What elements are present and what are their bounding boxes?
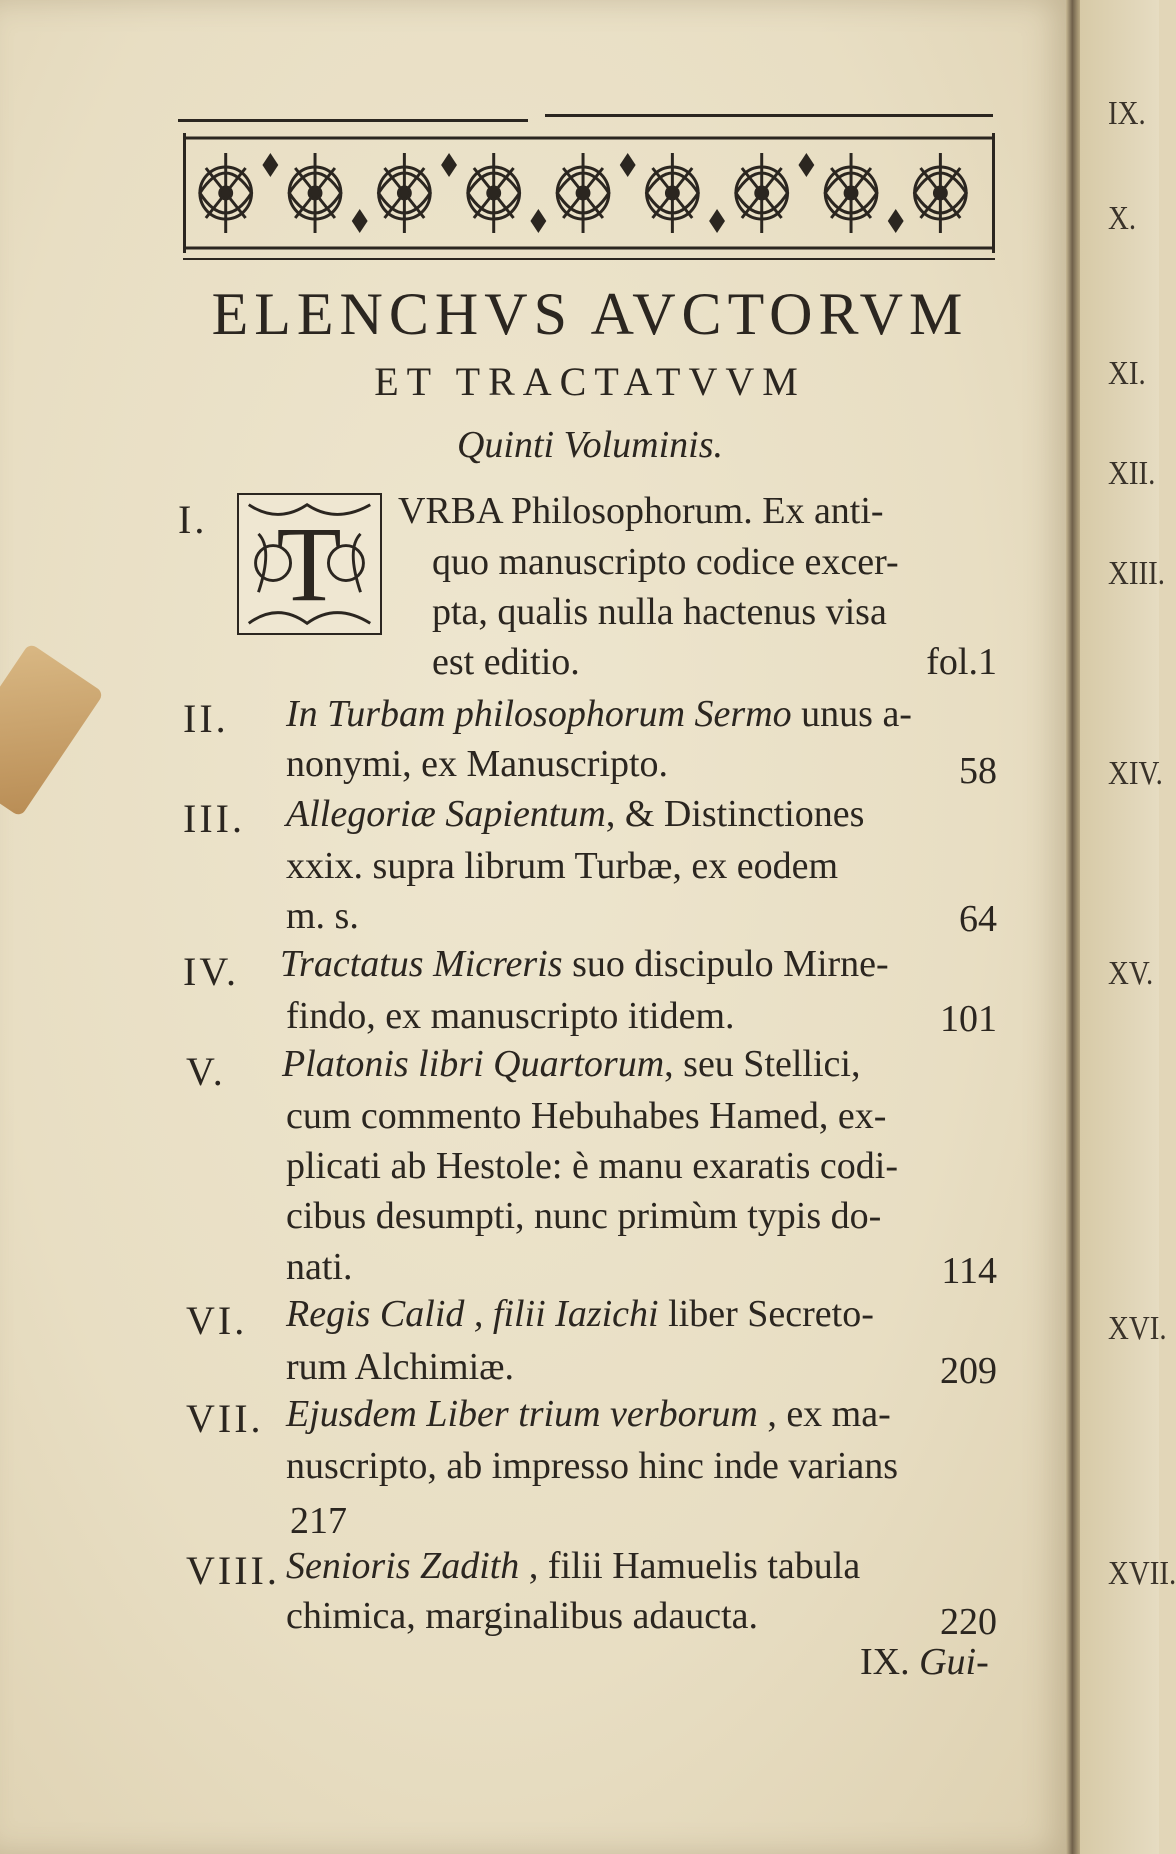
- facing-numeral: XVI.: [1108, 1310, 1167, 1347]
- facing-numeral: XI.: [1108, 355, 1146, 392]
- facing-numeral: XII.: [1108, 455, 1156, 492]
- entry-text-line: Tractatus Micreris suo discipulo Mirne-: [280, 943, 889, 985]
- entry-text-line: findo, ex manuscripto itidem.: [286, 995, 735, 1037]
- folio-number: fol.1: [926, 641, 997, 683]
- entry-text-line: plicati ab Hestole: è manu exaratis codi-: [286, 1145, 898, 1187]
- entry-text-line: rum Alchimiæ.: [286, 1346, 514, 1388]
- entry-text-line: est editio.: [432, 641, 580, 683]
- entry-text-line: quo manuscripto codice excer-: [432, 541, 899, 583]
- decorated-initial-icon: [237, 493, 382, 635]
- entry-text-line: xxix. supra librum Turbæ, ex eodem: [286, 845, 839, 887]
- bottom-rule: [183, 258, 995, 260]
- entry-text-line: Regis Calid , filii Iazichi liber Secreto-: [286, 1293, 874, 1335]
- entry-text-line: nuscripto, ab impresso hinc inde varians: [286, 1445, 899, 1487]
- entry-numeral: VIII.: [186, 1548, 280, 1593]
- entry-numeral: IV.: [183, 949, 240, 994]
- entry-text-line: Allegoriæ Sapientum, & Distinctiones: [286, 793, 865, 835]
- entry-text-line: cum commento Hebuhabes Hamed, ex-: [286, 1095, 887, 1137]
- entry-numeral: VII.: [186, 1396, 264, 1441]
- facing-numeral: IX.: [1108, 95, 1146, 132]
- svg-text:T: T: [276, 505, 342, 624]
- top-rule-left: [178, 119, 528, 122]
- entry-numeral: I.: [178, 497, 208, 542]
- entry-text-line: cibus desumpti, nunc primùm typis do-: [286, 1195, 882, 1237]
- entry-text-line: Ejusdem Liber trium verborum , ex ma-: [286, 1393, 891, 1435]
- entry-text-line: pta, qualis nulla hactenus visa: [432, 591, 887, 633]
- entry-text-line: Senioris Zadith , filii Hamuelis tabula: [286, 1545, 861, 1587]
- ornamental-headpiece: [183, 133, 995, 253]
- page-title: ELENCHVS AVCTORVM: [211, 281, 969, 347]
- folio-number: 64: [959, 898, 997, 940]
- entry-text-line: chimica, marginalibus adaucta.: [286, 1595, 759, 1637]
- facing-numeral: XV.: [1108, 955, 1154, 992]
- entry-numeral: V.: [186, 1049, 226, 1094]
- folio-number: 220: [940, 1601, 997, 1643]
- folio-number: 217: [290, 1500, 347, 1542]
- entry-text-line: Platonis libri Quartorum, seu Stellici,: [282, 1043, 861, 1085]
- entry-text-line: In Turbam philosophorum Sermo unus a-: [286, 693, 912, 735]
- top-rule-right: [545, 114, 993, 117]
- folio-number: 209: [940, 1350, 997, 1392]
- facing-numeral: XIII.: [1108, 555, 1165, 592]
- facing-numeral: XVII.: [1108, 1555, 1176, 1592]
- book-gutter: [1066, 0, 1080, 1854]
- entry-numeral: II.: [183, 696, 229, 741]
- entry-text-line: VRBA Philosophorum. Ex anti-: [398, 490, 884, 532]
- folio-number: 114: [941, 1250, 997, 1292]
- entry-text-line: m. s.: [286, 895, 359, 937]
- entry-numeral: VI.: [186, 1298, 248, 1343]
- folio-number: 58: [959, 750, 997, 792]
- facing-numeral: X.: [1108, 200, 1137, 237]
- facing-numeral: XIV.: [1108, 755, 1163, 792]
- volume-label: Quinti Voluminis.: [456, 424, 724, 466]
- folio-number: 101: [940, 998, 997, 1040]
- page-subtitle: ET TRACTATVVM: [374, 359, 806, 404]
- entry-numeral: III.: [183, 796, 245, 841]
- entry-text-line: nonymi, ex Manuscripto.: [286, 743, 669, 785]
- catchword: IX. Gui-: [860, 1641, 989, 1683]
- entry-text-line: nati.: [286, 1246, 353, 1288]
